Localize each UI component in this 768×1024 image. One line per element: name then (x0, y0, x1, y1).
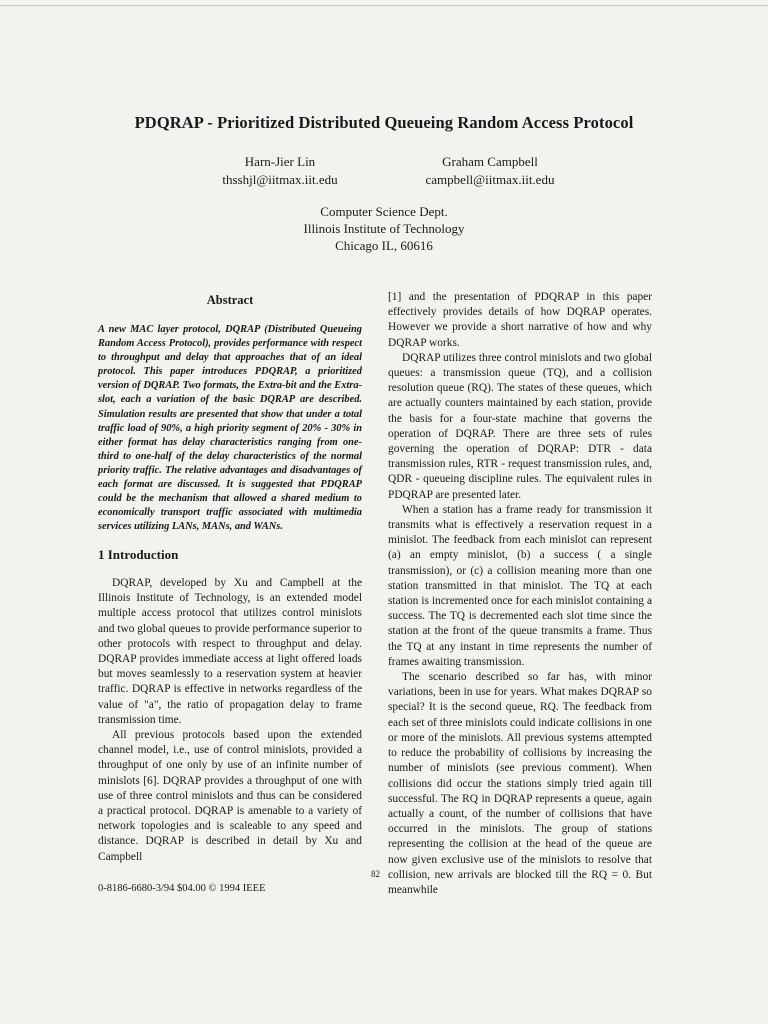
affiliation-city: Chicago IL, 60616 (335, 238, 433, 253)
page-number: 82 (371, 869, 380, 879)
abstract-heading: Abstract (206, 293, 254, 307)
intro-body (98, 576, 362, 865)
author-name: Graham Campbell (442, 154, 538, 169)
author-1 (160, 153, 400, 189)
author-email: campbell@iitmax.iit.edu (425, 172, 555, 187)
paragraph: All previous protocols based upon the extended channel model, i.e., use of control minislots, provided a throughput of one only by use of an infinite number of minislots [6]. DQRAP provides a throughput of one with use of three control minislots and thus can be considered a practical protocol. DQRAP is amenable to a variety of network topologies and is scaleable to any speed and distance. DQRAP is described in detail by Xu and Campbell (98, 729, 362, 863)
paragraph: DQRAP utilizes three control minislots and two global queues: a transmission queue (TQ), and a collision resolution queue (RQ). The states of these queues, which are actually counters maintained by each station, provide the basis for a four-state machine that governs the operation of DQRAP. There are three sets of rules governing the operation of DQRAP: DTR - data transmission rules, RTR - request transmission rules, and, QDR - queueing discipline rules. The equivalent rules in PDQRAP are presented later. (388, 351, 652, 501)
copyright-footer: 0-8186-6680-3/94 $04.00 © 1994 IEEE (98, 883, 266, 894)
affiliation-dept: Computer Science Dept. (320, 204, 448, 219)
intro-heading: 1 Introduction (98, 547, 179, 562)
paragraph: DQRAP, developed by Xu and Campbell at the Illinois Institute of Technology, is an extended model multiple access protocol that utilizes control minislots and two global queues to provide performance superior to other protocols with respect to throughput and delay. DQRAP provides immediate access at light offered loads but moves seamlessly to a reservation system at heavier traffic. DQRAP is effective in networks regardless of the value of "a", the ratio of propagation delay to frame transmission time. (98, 577, 362, 726)
author-2 (370, 153, 610, 189)
author-email: thsshjl@iitmax.iit.edu (222, 172, 338, 187)
author-name: Harn-Jier Lin (244, 154, 316, 169)
paragraph: When a station has a frame ready for transmission it transmits what is effectively a reservation request in a minislot. The feedback from each minislot can represent (a) an empty minislot, (b) a success ( a single transmission), or (c) a collision meaning more than one station transmitted in that minislot. The TQ at each station is incremented once for each minislot containing a success. The TQ is decremented each slot time since the station at the front of the queue transmits a frame. Thus the TQ at any instant in time represents the number of frames awaiting transmission. (388, 503, 652, 668)
affiliation-institute: Illinois Institute of Technology (303, 221, 465, 236)
paragraph: The scenario described so far has, with minor variations, been in use for years. What makes DQRAP so special? It is the second queue, RQ. The feedback from each set of three minislots could indicate collisions in one or more of the minislots. All previous systems attempted to reduce the probability of collisions by increasing the number of minislots (see previous comment). When collisions did occur the stations simply tried again till successful. The RQ in DQRAP represents a queue, again actually a count, of the number of collisions that have occurred in the minislots. The group of stations representing the collision at the head of the queue are now given exclusive use of the minislots to resolve that collision, new arrivals are blocked till the RQ = 0. But meanwhile (388, 671, 652, 896)
affiliation (0, 203, 768, 254)
paragraph: [1] and the presentation of PDQRAP in this paper effectively provides details of how DQRAP operates. However we provide a short narrative of how and why DQRAP works. (388, 291, 652, 349)
paper-title: PDQRAP - Prioritized Distributed Queueing Random Access Protocol (134, 113, 634, 132)
abstract-text: A new MAC layer protocol, DQRAP (Distributed Queueing Random Access Protocol), provides performance with respect to throughput and delay that approaches that of an ideal protocol. This paper introduces PDQRAP, a prioritized version of DQRAP. Two formats, the Extra-bit and the Extra-slot, each a variation of the basic DQRAP are described. Simulation results are presented that show that under a total traffic load of 90%, a high priority segment of 20% - 30% in either format has delay characteristics ranging from one-third to one-half of the delay characteristics of the normal priority traffic. The relative advantages and disadvantages of each format are discussed. It is suggested that PDQRAP could be the mechanism that allowed a shared medium to economically transport traffic associated with multimedia services utilizing LANs, MANs, and WANs. (98, 324, 362, 533)
right-column (388, 290, 652, 898)
scan-edge-line (0, 5, 768, 6)
